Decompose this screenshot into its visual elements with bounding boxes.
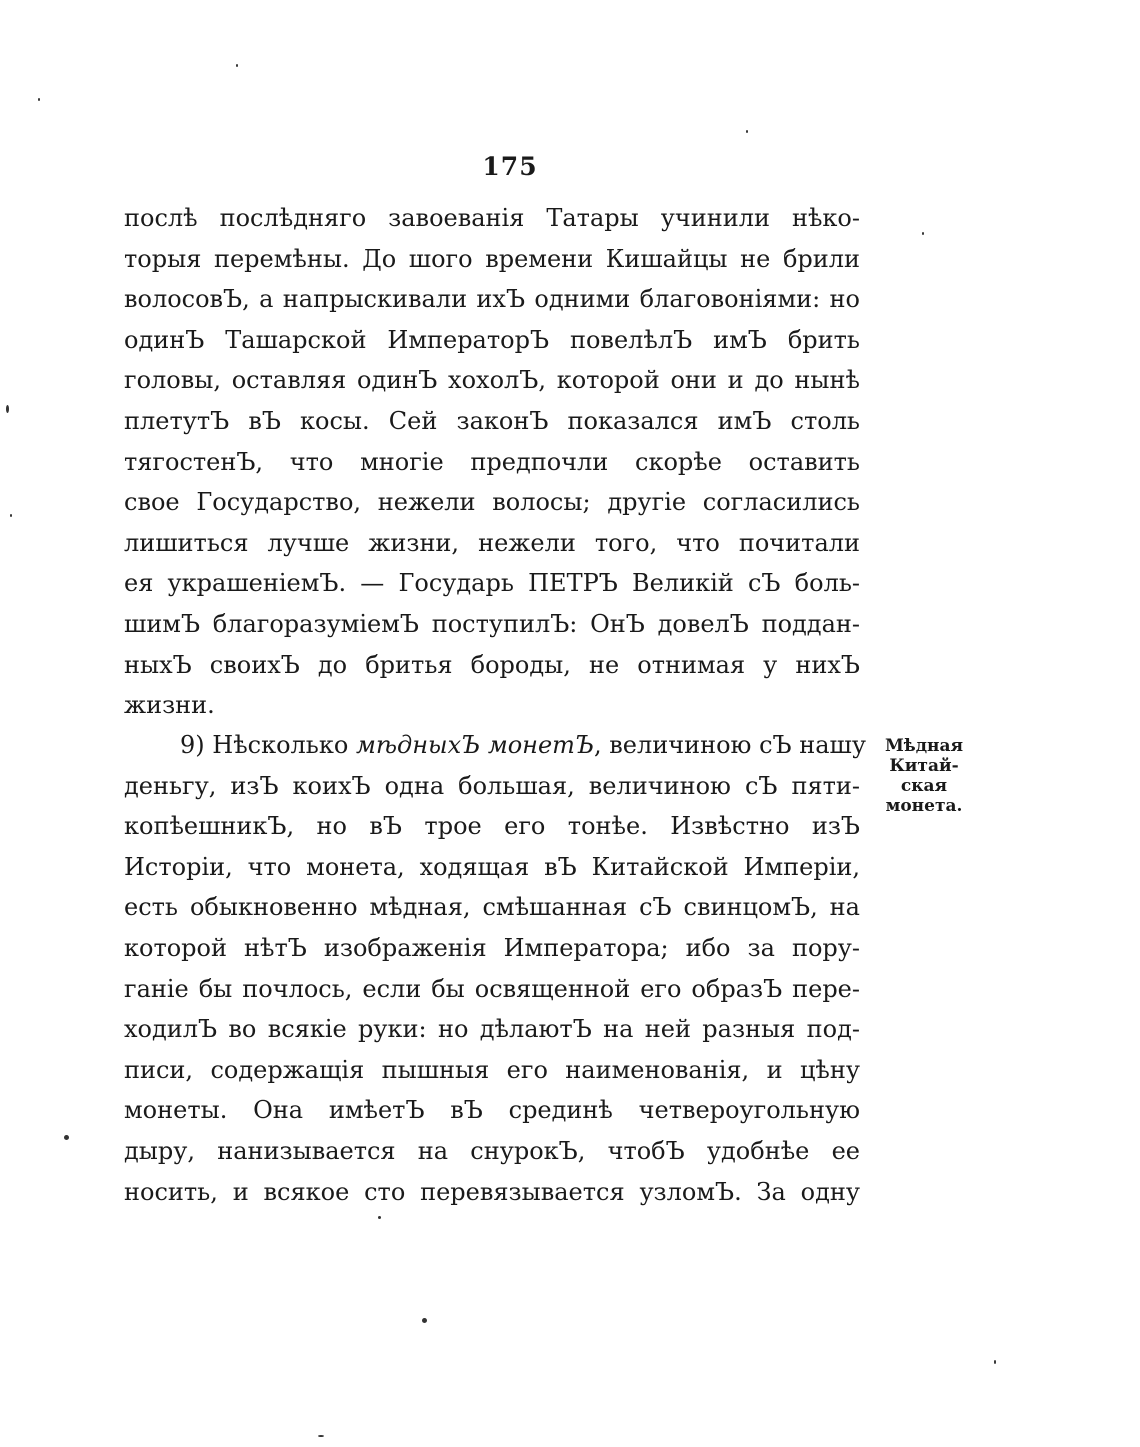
text-line-first — [124, 725, 866, 766]
scan-speck — [994, 1360, 996, 1364]
text-line: волосовЪ, а напрыскивали ихЪ одними благовоніями: но — [124, 285, 860, 314]
text-line: тягостенЪ, что многіе предпочли скорѣе оставить — [124, 447, 860, 476]
text-line: есть обыкновенно мѣдная, смѣшанная сЪ свинцомЪ, на — [124, 893, 860, 922]
scan-speck — [6, 405, 9, 413]
scan-speck — [746, 130, 748, 133]
text-line: копѣешникЪ, но вЪ трое его тонѣе. Извѣстно изЪ — [124, 812, 860, 841]
text-line: свое Государство, нежели волосы; другіе согласились — [124, 488, 860, 517]
text-line: шимЪ благоразуміемЪ поступилЪ: ОнЪ довелЪ поддан- — [124, 609, 860, 638]
text-line: ганіе бы почлось, если бы освященной его образЪ пере- — [124, 974, 860, 1003]
text-line: послѣ послѣдняго завоеванія Татары учинили нѣко- — [124, 204, 860, 232]
text-line: торыя перемѣны. До шого времени Кишайцы не брили — [124, 244, 860, 273]
text-line: дыру, нанизывается на снурокЪ, чтобЪ удобнѣе ее — [124, 1136, 860, 1165]
text-line: лишиться лучше жизни, нежели того, что почитали — [124, 528, 860, 557]
text-line: Исторіи, что монета, ходящая вЪ Китайской Имперіи, — [124, 852, 860, 881]
scan-speck — [378, 1216, 381, 1219]
paragraph-1 — [124, 198, 860, 726]
text-line: одинЪ Ташарской ИмператорЪ повелѣлЪ имЪ брить — [124, 325, 860, 354]
text-line: монеты. Она имѣетЪ вЪ срединѣ четвероугольную — [124, 1096, 860, 1125]
marginal-note-line: ская — [900, 776, 948, 796]
text-line: ныхЪ своихЪ до бритья бороды, не отнимая у нихЪ — [124, 650, 860, 679]
text-line: носить, и всякое сто перевязывается узломЪ. За одну — [124, 1177, 860, 1206]
marginal-note — [872, 736, 976, 816]
text-segment: , величиною сЪ нашу — [594, 731, 866, 759]
text-segment: 9) Нѣсколько — [180, 731, 356, 759]
scan-speck — [318, 1435, 324, 1437]
marginal-note-line: Китай- — [889, 756, 959, 776]
scan-speck — [38, 98, 40, 101]
scan-speck — [922, 232, 924, 235]
text-line: которой нѣтЪ изображенія Императора; ибо за пору- — [124, 933, 860, 962]
page-number: 175 — [482, 152, 538, 181]
text-line: плетутЪ вЪ косы. Сей законЪ показался имЪ столь — [124, 406, 860, 435]
text-line: ходилЪ во всякіе руки: но дѣлаютЪ на ней разныя под- — [124, 1015, 860, 1044]
marginal-note-line: Мѣдная — [884, 736, 964, 756]
scan-speck — [236, 64, 238, 67]
marginal-note-line: монета. — [885, 796, 963, 816]
paragraph-2 — [124, 725, 866, 1212]
scan-speck — [10, 514, 12, 517]
text-line: ея украшеніемЪ. — Государь ПЕТРЪ Великій сЪ боль- — [124, 569, 860, 598]
text-line: писи, содержащія пышныя его наименованія, и цѣну — [124, 1055, 860, 1084]
scan-speck — [64, 1135, 69, 1140]
text-line: деньгу, изЪ коихЪ одна большая, величиною сЪ пяти- — [124, 771, 860, 800]
text-line: головы, оставляя одинЪ хохолЪ, которой они и до нынѣ — [124, 366, 860, 395]
scan-speck — [422, 1318, 427, 1323]
italic-phrase: мѣдныхЪ монетЪ — [355, 731, 595, 759]
text-line: жизни. — [124, 691, 215, 720]
